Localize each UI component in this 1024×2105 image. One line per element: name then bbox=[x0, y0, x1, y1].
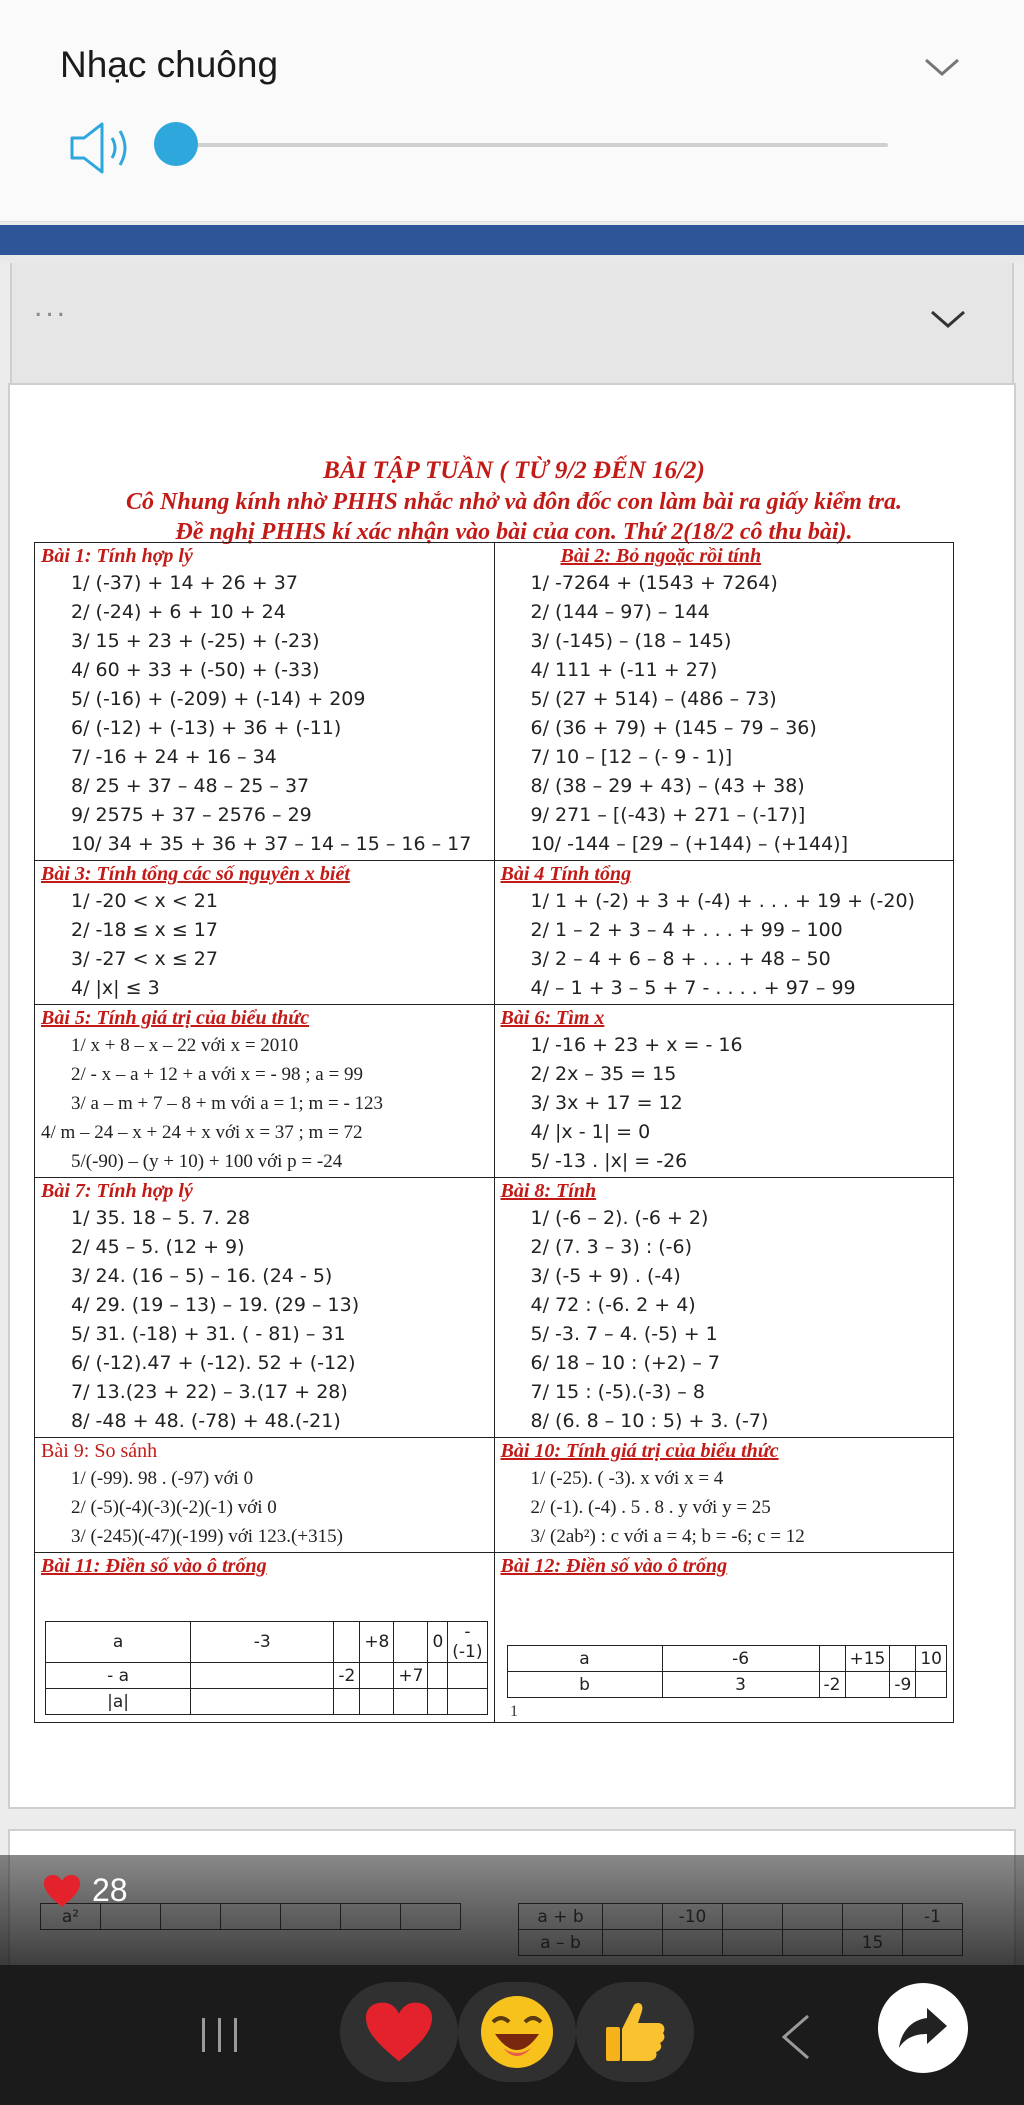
exercise-item: 5/ -3. 7 – 4. (-5) + 1 bbox=[530, 1323, 718, 1345]
fill-cell bbox=[191, 1663, 334, 1689]
exercise-item: 5/(-90) – (y + 10) + 100 với p = -24 bbox=[71, 1151, 343, 1172]
exercise-heading: Bài 11: Điền số vào ô trống bbox=[41, 1555, 267, 1577]
exercise-item: 4/ 72 : (-6. 2 + 4) bbox=[530, 1294, 696, 1316]
reaction-heart-button[interactable] bbox=[340, 1982, 458, 2082]
exercise-heading: Bài 2: Bỏ ngoặc rồi tính bbox=[560, 545, 762, 567]
exercise-item: 1/ -7264 + (1543 + 7264) bbox=[530, 572, 778, 594]
exercise-cell bbox=[35, 1553, 495, 1723]
exercise-item: 1/ -16 + 23 + x = - 16 bbox=[530, 1034, 743, 1056]
exercise-cell bbox=[35, 1005, 495, 1178]
fill-cell: a bbox=[507, 1646, 662, 1672]
post-header bbox=[10, 263, 1014, 383]
exercise-heading: Bài 12: Điền số vào ô trống bbox=[500, 1555, 728, 1577]
exercise-heading: Bài 6: Tìm x bbox=[500, 1007, 605, 1029]
exercise-item: 10/ 34 + 35 + 36 + 37 – 14 – 15 – 16 – 17 bbox=[71, 833, 472, 855]
exercise-item: 2/ (7. 3 – 3) : (-6) bbox=[530, 1236, 693, 1258]
exercise-cell bbox=[494, 1553, 954, 1723]
fill-cell: -3 bbox=[191, 1622, 334, 1663]
share-button[interactable] bbox=[878, 1983, 968, 2073]
exercise-item: 4/ – 1 + 3 – 5 + 7 - . . . . + 97 – 99 bbox=[530, 977, 856, 999]
exercise-item: 3/ 2 – 4 + 6 – 8 + . . . + 48 – 50 bbox=[530, 948, 831, 970]
exercise-item: 6/ (36 + 79) + (145 – 79 – 36) bbox=[530, 717, 817, 739]
exercise-cell bbox=[494, 861, 954, 1005]
exercise-table bbox=[34, 542, 954, 1723]
document-title: BÀI TẬP TUẦN ( TỪ 9/2 ĐẾN 16/2) bbox=[323, 457, 705, 484]
document-note: Cô Nhung kính nhờ PHHS nhắc nhở và đôn đốc con làm bài ra giấy kiểm tra. bbox=[126, 489, 902, 515]
exercise-item: 5/ 31. (-18) + 31. ( - 81) – 31 bbox=[71, 1323, 346, 1345]
ringtone-title: Nhạc chuông bbox=[60, 44, 279, 85]
exercise-item: 9/ 271 – [(-43) + 271 – (-17)] bbox=[530, 804, 806, 826]
exercise-item: 3/ (-5 + 9) . (-4) bbox=[530, 1265, 681, 1287]
ringtone-panel bbox=[0, 0, 1024, 222]
fill-cell: a bbox=[46, 1622, 191, 1663]
like-summary[interactable] bbox=[42, 1872, 128, 1909]
exercise-item: 2/ (-5)(-4)(-3)(-2)(-1) với 0 bbox=[71, 1497, 277, 1518]
chevron-down-icon[interactable] bbox=[928, 300, 968, 340]
heart-icon bbox=[42, 1873, 82, 1909]
fill-cell: |a| bbox=[46, 1689, 191, 1715]
document-header bbox=[10, 455, 1018, 547]
fill-cell bbox=[428, 1663, 448, 1689]
fill-cell: +15 bbox=[845, 1646, 890, 1672]
exercise-heading: Bài 4 Tính tổng bbox=[500, 863, 632, 885]
divider bbox=[0, 255, 1024, 263]
exercise-item: 4/ 60 + 33 + (-50) + (-33) bbox=[71, 659, 320, 681]
exercise-item: 10/ -144 – [29 – (+144) – (+144)] bbox=[530, 833, 848, 855]
fill-cell bbox=[360, 1663, 394, 1689]
exercise-item: 2/ 45 – 5. (12 + 9) bbox=[71, 1236, 245, 1258]
exercise-item: 1/ -20 < x < 21 bbox=[71, 890, 218, 912]
exercise-heading: Bài 10: Tính giá trị của biểu thức bbox=[500, 1440, 779, 1462]
exercise-cell bbox=[494, 1438, 954, 1553]
exercise-item: 7/ 15 : (-5).(-3) – 8 bbox=[530, 1381, 705, 1403]
more-options[interactable]: ... bbox=[34, 290, 69, 323]
fill-cell bbox=[845, 1672, 890, 1698]
exercise-item: 8/ (38 – 29 + 43) – (43 + 38) bbox=[530, 775, 805, 797]
thumbs-up-icon bbox=[600, 1997, 670, 2067]
fill-cell: - a bbox=[46, 1663, 191, 1689]
exercise-cell bbox=[35, 861, 495, 1005]
exercise-item: 6/ (-12) + (-13) + 36 + (-11) bbox=[71, 717, 342, 739]
exercise-cell bbox=[35, 1178, 495, 1438]
exercise-heading: Bài 5: Tính giá trị của biểu thức bbox=[41, 1007, 310, 1029]
exercise-item: 1/ 1 + (-2) + 3 + (-4) + . . . + 19 + (-20) bbox=[530, 890, 915, 912]
fill-table-12 bbox=[507, 1645, 948, 1698]
exercise-item: 6/ 18 – 10 : (+2) – 7 bbox=[530, 1352, 720, 1374]
like-count: 28 bbox=[92, 1872, 128, 1908]
fill-cell: 3 bbox=[662, 1672, 819, 1698]
exercise-item: 1/ 35. 18 – 5. 7. 28 bbox=[71, 1207, 251, 1229]
exercise-item: 9/ 2575 + 37 – 2576 – 29 bbox=[71, 804, 312, 826]
reaction-like-button[interactable] bbox=[576, 1982, 694, 2082]
exercise-cell bbox=[35, 543, 495, 861]
exercise-item: 6/ (-12).47 + (-12). 52 + (-12) bbox=[71, 1352, 356, 1374]
exercise-item: 5/ (27 + 514) – (486 – 73) bbox=[530, 688, 777, 710]
exercise-cell bbox=[494, 1005, 954, 1178]
exercise-cell bbox=[494, 543, 954, 861]
exercise-item: 2/ 1 – 2 + 3 – 4 + . . . + 99 – 100 bbox=[530, 919, 843, 941]
exercise-item: 2/ (-1). (-4) . 5 . 8 . y với y = 25 bbox=[530, 1497, 771, 1518]
exercise-item: 4/ |x| ≤ 3 bbox=[71, 977, 160, 999]
fill-cell: -6 bbox=[662, 1646, 819, 1672]
exercise-item: 5/ -13 . |x| = -26 bbox=[530, 1150, 688, 1172]
heart-icon bbox=[362, 1999, 436, 2065]
exercise-item: 7/ 10 – [12 – (- 9 - 1)] bbox=[530, 746, 733, 768]
exercise-item: 7/ 13.(23 + 22) – 3.(17 + 28) bbox=[71, 1381, 348, 1403]
fill-cell bbox=[394, 1622, 428, 1663]
exercise-item: 4/ 111 + (-11 + 27) bbox=[530, 659, 718, 681]
exercise-item: 1/ (-6 – 2). (-6 + 2) bbox=[530, 1207, 709, 1229]
fill-cell bbox=[448, 1663, 487, 1689]
reaction-laugh-button[interactable] bbox=[458, 1982, 576, 2082]
document-note: Đề nghị PHHS kí xác nhận vào bài của con. Thứ 2(18/2 cô thu bài). bbox=[175, 519, 853, 545]
exercise-item: 2/ -18 ≤ x ≤ 17 bbox=[71, 919, 218, 941]
exercise-item: 3/ 24. (16 – 5) – 16. (24 - 5) bbox=[71, 1265, 333, 1287]
exercise-item: 2/ (144 – 97) – 144 bbox=[530, 601, 710, 623]
exercise-item: 2/ (-24) + 6 + 10 + 24 bbox=[71, 601, 286, 623]
exercise-item: 2/ 2x – 35 = 15 bbox=[530, 1063, 677, 1085]
exercise-item: 3/ 3x + 17 = 12 bbox=[530, 1092, 683, 1114]
exercise-heading: Bài 3: Tính tổng các số nguyên x biết bbox=[41, 863, 350, 885]
fill-cell bbox=[890, 1646, 916, 1672]
fill-cell: -(-1) bbox=[448, 1622, 487, 1663]
exercise-item: 3/ -27 < x ≤ 27 bbox=[71, 948, 218, 970]
fill-cell bbox=[916, 1672, 947, 1698]
fill-cell: b bbox=[507, 1672, 662, 1698]
volume-icon[interactable] bbox=[68, 118, 134, 178]
exercise-cell bbox=[35, 1438, 495, 1553]
exercise-item: 8/ 25 + 37 – 48 – 25 – 37 bbox=[71, 775, 310, 797]
exercise-item: 1/ (-25). ( -3). x với x = 4 bbox=[530, 1468, 724, 1489]
exercise-heading: Bài 1: Tính hợp lý bbox=[41, 545, 193, 567]
fill-cell: -9 bbox=[890, 1672, 916, 1698]
exercise-item: 2/ - x – a + 12 + a với x = - 98 ; a = 99 bbox=[71, 1064, 363, 1085]
exercise-item: 4/ |x - 1| = 0 bbox=[530, 1121, 651, 1143]
exercise-heading: Bài 7: Tính hợp lý bbox=[41, 1180, 193, 1202]
exercise-item: 3/ (-145) – (18 – 145) bbox=[530, 630, 732, 652]
chevron-down-icon[interactable] bbox=[922, 48, 962, 88]
exercise-item: 1/ x + 8 – x – 22 với x = 2010 bbox=[71, 1035, 299, 1056]
volume-slider-thumb[interactable] bbox=[154, 122, 198, 166]
fill-cell bbox=[334, 1622, 360, 1663]
exercise-item: 1/ (-99). 98 . (-97) với 0 bbox=[71, 1468, 254, 1489]
header-band bbox=[0, 225, 1024, 255]
overlay-gradient bbox=[0, 1855, 1024, 1965]
exercise-item: 3/ (2ab²) : c với a = 4; b = -6; c = 12 bbox=[530, 1526, 805, 1547]
exercise-item: 8/ (6. 8 – 10 : 5) + 3. (-7) bbox=[530, 1410, 769, 1432]
exercise-item: 7/ -16 + 24 + 16 – 34 bbox=[71, 746, 277, 768]
exercise-cell bbox=[494, 1178, 954, 1438]
volume-slider-track[interactable] bbox=[176, 143, 888, 147]
exercise-item: 3/ 15 + 23 + (-25) + (-23) bbox=[71, 630, 320, 652]
fill-cell: 10 bbox=[916, 1646, 947, 1672]
exercise-heading: Bài 9: So sánh bbox=[41, 1440, 158, 1462]
fill-cell: -2 bbox=[334, 1663, 360, 1689]
recent-apps-icon[interactable] bbox=[196, 2010, 246, 2060]
fill-cell: -2 bbox=[819, 1672, 845, 1698]
fill-cell: 0 bbox=[428, 1622, 448, 1663]
exercise-item: 1/ (-37) + 14 + 26 + 37 bbox=[71, 572, 298, 594]
exercise-item: 4/ 29. (19 – 13) – 19. (29 – 13) bbox=[71, 1294, 360, 1316]
fill-table-11 bbox=[45, 1621, 488, 1715]
exercise-item: 3/ a – m + 7 – 8 + m với a = 1; m = - 123 bbox=[71, 1093, 384, 1114]
share-arrow-icon bbox=[897, 2006, 949, 2050]
exercise-item: 5/ (-16) + (-209) + (-14) + 209 bbox=[71, 688, 366, 710]
exercise-item: 8/ -48 + 48. (-78) + 48.(-21) bbox=[71, 1410, 341, 1432]
document-image bbox=[8, 383, 1016, 1809]
exercise-item: 3/ (-245)(-47)(-199) với 123.(+315) bbox=[71, 1526, 343, 1547]
page-number: 1 bbox=[510, 1703, 518, 1720]
fill-cell bbox=[819, 1646, 845, 1672]
laughing-face-icon bbox=[477, 1992, 557, 2072]
exercise-heading: Bài 8: Tính bbox=[500, 1180, 597, 1202]
exercise-item: 4/ m – 24 – x + 24 + x với x = 37 ; m = 72 bbox=[41, 1122, 363, 1143]
fill-cell: +7 bbox=[394, 1663, 428, 1689]
fill-cell: +8 bbox=[360, 1622, 394, 1663]
back-icon[interactable] bbox=[776, 2012, 816, 2062]
